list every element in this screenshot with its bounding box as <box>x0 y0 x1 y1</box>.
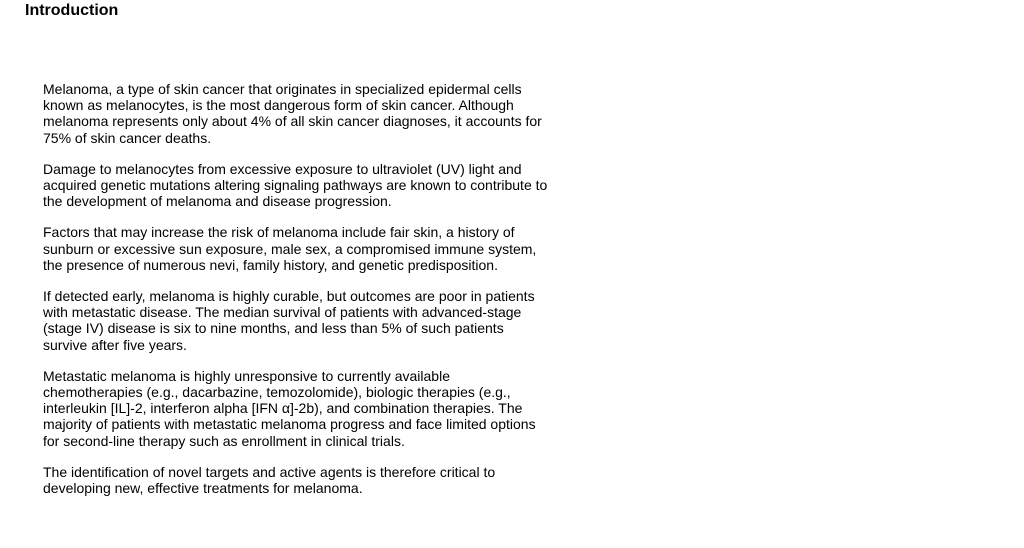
paragraph-prognosis: If detected early, melanoma is highly curable, but outcomes are poor in patients with metastatic disease. The median survival of patients with advanced-stage (stage IV) disease is six to nine months, and less than 5% of such patients survive after five years. <box>43 288 535 353</box>
paragraph-treatments: Metastatic melanoma is highly unresponsive to currently available chemotherapies (e.g., dacarbazine, temozolomide), biologic therapies (e.g., interleukin [IL]-2, interferon alpha [IFN α]-2b), and combination therapies. The majority of patients with metastatic melanoma progress and face limited options for second-line therapy such as enrollment in clinical trials. <box>43 367 536 449</box>
paragraph-melanoma-overview: Melanoma, a type of skin cancer that originates in specialized epidermal cells known as melanocytes, is the most dangerous form of skin cancer. Although melanoma represents only about 4% of all skin cancer diagnoses, it accounts for 75% of skin cancer deaths. <box>43 81 542 146</box>
paragraph-risk-factors: Factors that may increase the risk of melanoma include fair skin, a history of sunburn or excessive sun exposure, male sex, a compromised immune system, the presence of numerous nevi, family history, and genetic predisposition. <box>43 224 537 273</box>
page-title: Introduction <box>25 2 119 19</box>
paragraph-conclusion: The identification of novel targets and active agents is therefore critical to developing new, effective treatments for melanoma. <box>43 463 496 497</box>
paragraph-causes: Damage to melanocytes from excessive exposure to ultraviolet (UV) light and acquired genetic mutations altering signaling pathways are known to contribute to the development of melanoma and disease progression. <box>43 160 548 210</box>
document-body <box>43 81 548 511</box>
